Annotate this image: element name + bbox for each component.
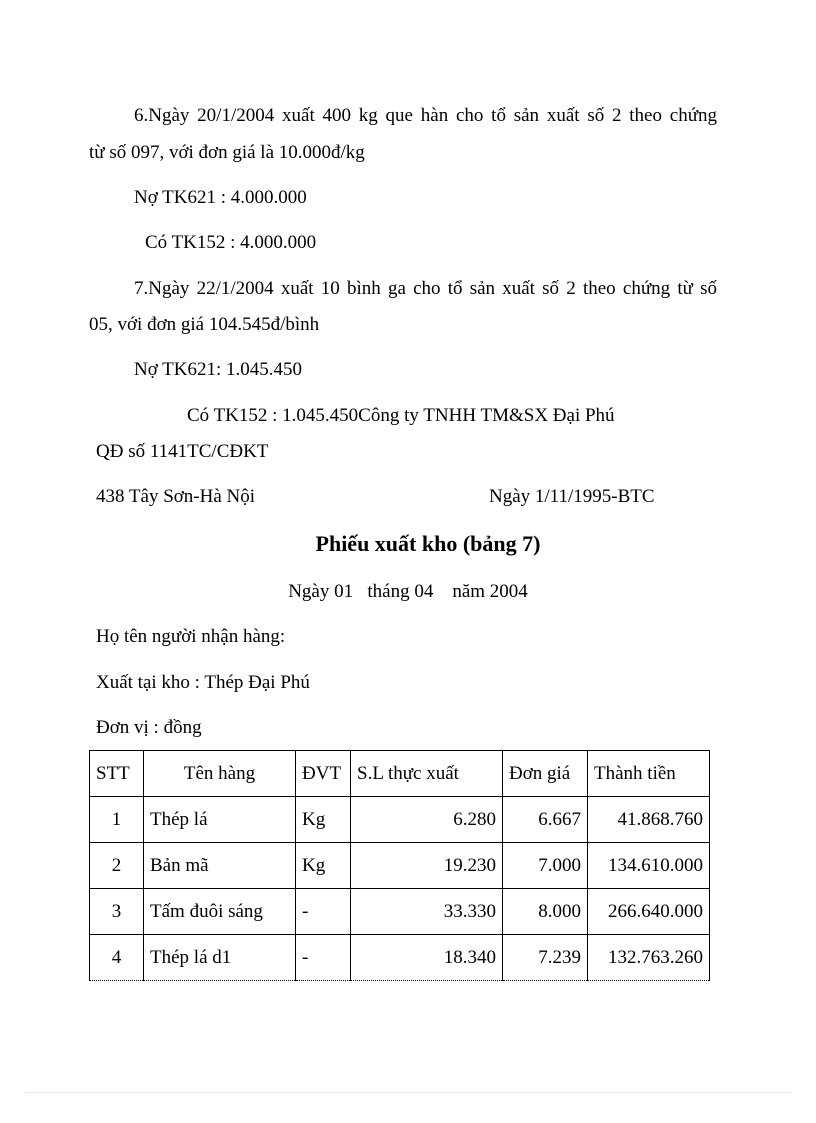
table-row [90, 843, 710, 889]
cell-price: 6.667 [503, 797, 588, 843]
cell-quantity: 19.230 [351, 843, 503, 889]
voucher-date: Ngày 01 tháng 04 năm 2004 [288, 581, 528, 602]
cell-name: Thép lá [144, 797, 296, 843]
col-header-stt: STT [90, 751, 144, 797]
entry6-debit: Nợ TK621 : 4.000.000 [134, 187, 307, 208]
decision-date: Ngày 1/11/1995-BTC [489, 486, 655, 507]
warehouse-label: Xuất tại kho : Thép Đại Phú [96, 672, 310, 693]
cell-name: Tấm đuôi sáng [144, 889, 296, 935]
entry7-text-line2: 05, với đơn giá 104.545đ/bình [89, 314, 320, 335]
entry7-credit: Có TK152 : 1.045.450Công ty TNHH TM&SX Đại Phú [187, 405, 615, 426]
cell-unit: Kg [296, 797, 351, 843]
currency-unit: Đơn vị : đồng [96, 717, 202, 738]
entry6-text-line1: 6.Ngày 20/1/2004 xuất 400 kg que hàn cho tổ sản xuất số 2 theo chứng [134, 105, 717, 126]
cell-stt: 3 [90, 889, 144, 935]
cell-amount: 41.868.760 [588, 797, 710, 843]
voucher-table [89, 750, 710, 981]
cell-quantity: 33.330 [351, 889, 503, 935]
cell-unit: - [296, 935, 351, 981]
table-row [90, 935, 710, 981]
cell-quantity: 18.340 [351, 935, 503, 981]
table-header-row [90, 751, 710, 797]
table-row [90, 889, 710, 935]
cell-stt: 1 [90, 797, 144, 843]
cell-quantity: 6.280 [351, 797, 503, 843]
voucher-title: Phiếu xuất kho (bảng 7) [315, 531, 541, 556]
cell-stt: 2 [90, 843, 144, 889]
entry7-debit: Nợ TK621: 1.045.450 [134, 359, 303, 380]
col-header-name: Tên hàng [144, 751, 296, 797]
company-address: 438 Tây Sơn-Hà Nội [96, 486, 256, 507]
col-header-amount: Thành tiền [588, 751, 710, 797]
receiver-label: Họ tên người nhận hàng: [96, 626, 286, 647]
cell-price: 7.239 [503, 935, 588, 981]
col-header-quantity: S.L thực xuất [351, 751, 503, 797]
entry6-credit: Có TK152 : 4.000.000 [145, 232, 317, 253]
cell-stt: 4 [90, 935, 144, 981]
table-row [90, 797, 710, 843]
cell-price: 7.000 [503, 843, 588, 889]
col-header-price: Đơn giá [503, 751, 588, 797]
cell-amount: 134.610.000 [588, 843, 710, 889]
decision-number: QĐ số 1141TC/CĐKT [96, 441, 269, 462]
cell-amount: 132.763.260 [588, 935, 710, 981]
entry6-text-line2: từ số 097, với đơn giá là 10.000đ/kg [89, 142, 365, 163]
cell-price: 8.000 [503, 889, 588, 935]
cell-name: Thép lá d1 [144, 935, 296, 981]
page-footer-divider [24, 1092, 792, 1093]
cell-amount: 266.640.000 [588, 889, 710, 935]
cell-unit: - [296, 889, 351, 935]
entry7-text-line1: 7.Ngày 22/1/2004 xuất 10 bình ga cho tổ sản xuất số 2 theo chứng từ số [134, 278, 717, 299]
col-header-unit: ĐVT [296, 751, 351, 797]
cell-name: Bản mã [144, 843, 296, 889]
cell-unit: Kg [296, 843, 351, 889]
